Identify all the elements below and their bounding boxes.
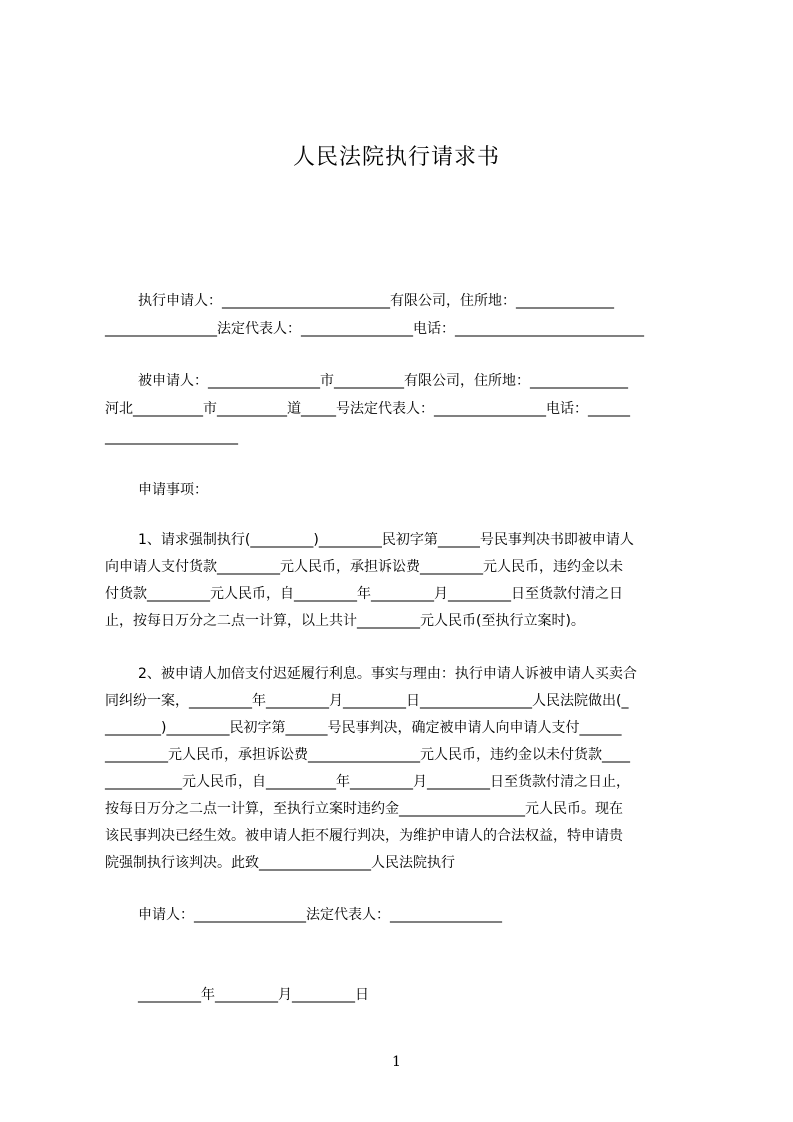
respondent-line-3: ___________________: [105, 429, 238, 445]
respondent-line-2: 河北__________市__________道_____号法定代表人：________________电话：______: [105, 401, 630, 417]
item2-line-7: 该民事判决已经生效。被申请人拒不履行判决，为维护申请人的合法权益，特申请贵: [105, 828, 623, 844]
signature-line: 申请人：________________法定代表人：________________: [138, 907, 502, 923]
item2-line-8: 院强制执行该判决。此致________________人民法院执行: [105, 855, 455, 871]
respondent-line-1: 被申请人：________________市__________有限公司，住所地：______________: [138, 373, 628, 389]
item2-line-5: ___________元人民币，自__________年_________月_________日至货款付清之日止，: [105, 774, 630, 790]
item2-line-4: _________元人民币，承担诉讼费________________元人民币，违约金以未付货款____: [105, 747, 630, 763]
document-title: 人民法院执行请求书: [292, 145, 500, 170]
item2-line-2: 同纠纷一案，_________年_________月_________日________________人民法院做出(_: [105, 693, 629, 709]
item2-line-1: 2、被申请人加倍支付迟延履行利息。事实与理由：执行申请人诉被申请人买卖合: [138, 666, 637, 682]
page-number: 1: [392, 1054, 401, 1070]
item2-line-6: 按每日万分之二点一计算，至执行立案时违约金__________________元人民币。现在: [105, 801, 623, 817]
applicant-line-2: ________________法定代表人：________________电话：___________________________: [105, 321, 644, 337]
item1-line-3: 付货款_________元人民币，自_________年_________月_________日至货款付清之日: [105, 586, 623, 602]
applicant-line-1: 执行申请人：________________________有限公司，住所地：______________: [138, 293, 614, 309]
item1-line-1: 1、请求强制执行(_________)_________民初字第______号民事判决书即被申请人: [138, 532, 634, 548]
item2-line-3: ________)_________民初字第______号民事判决，确定被申请人向申请人支付______: [105, 720, 622, 736]
item1-line-2: 向申请人支付货款_________元人民币，承担诉讼费_________元人民币，违约金以未: [105, 559, 623, 575]
matters-heading: 申请事项：: [138, 482, 208, 498]
date-line: _________年_________月_________日: [138, 987, 369, 1003]
item1-line-4: 止，按每日万分之二点一计算，以上共计_________元人民币(至执行立案时)。: [105, 613, 585, 629]
